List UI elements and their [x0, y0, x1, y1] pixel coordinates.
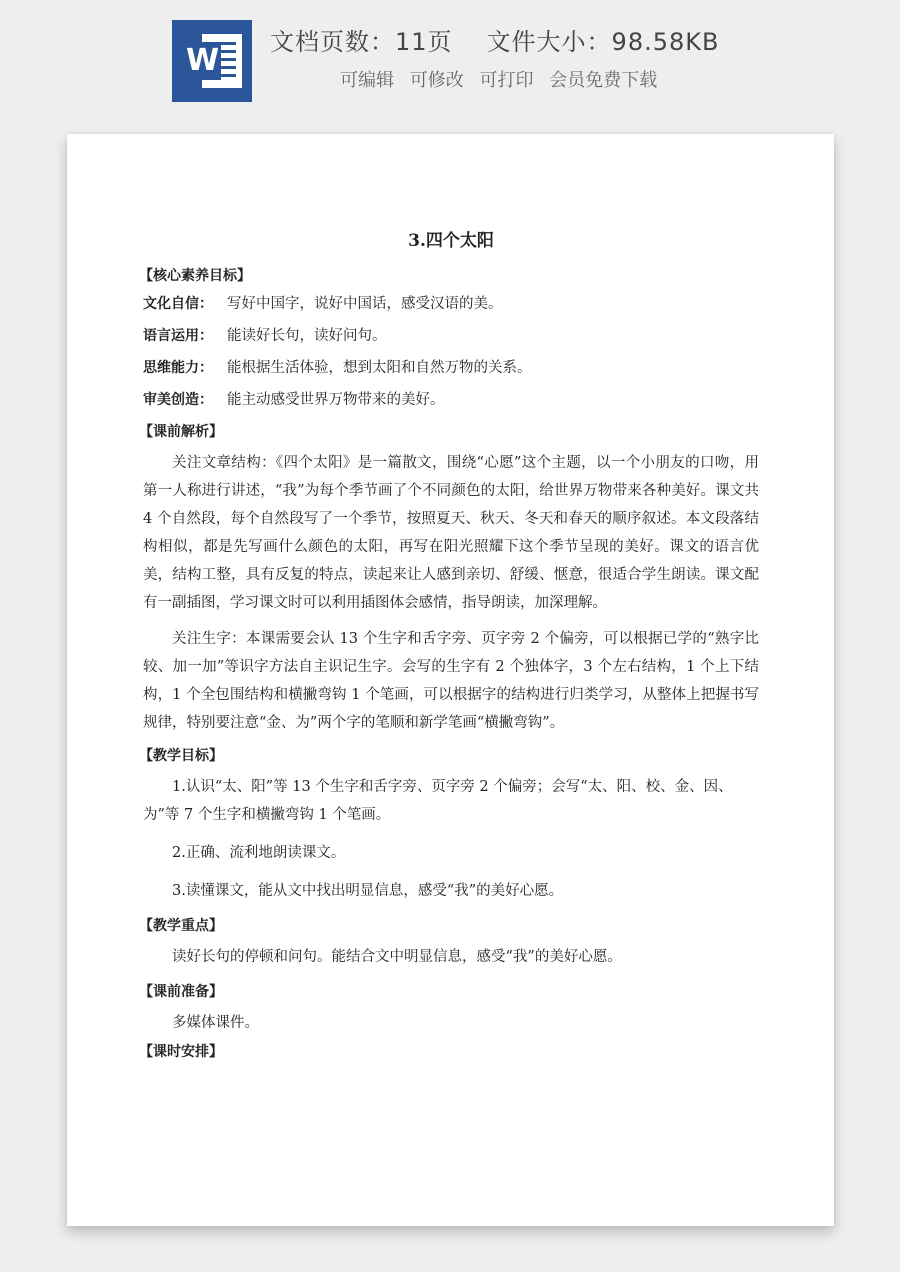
- goal-label: 审美创造：: [143, 392, 213, 408]
- goal-label: 思维能力：: [143, 360, 213, 376]
- section-heading-schedule: 【课时安排】: [139, 1044, 223, 1060]
- feature-member-free-download: 会员免费下载: [549, 70, 658, 91]
- goal-label: 文化自信：: [143, 296, 213, 312]
- feature-list: [340, 66, 667, 92]
- teaching-goal-item: 3.读懂课文，能从文中找出明显信息，感受“我”的美好心愿。: [172, 883, 564, 899]
- feature-editable: 可编辑: [340, 70, 394, 91]
- section-heading-teaching-focus: 【教学重点】: [139, 918, 223, 934]
- preparation-text: 多媒体课件。: [172, 1015, 259, 1031]
- file-meta: [270, 22, 719, 57]
- download-banner: [0, 0, 900, 120]
- teaching-goal-item: 2.正确、流利地朗读课文。: [172, 845, 346, 861]
- section-heading-pre-analysis: 【课前解析】: [139, 424, 223, 440]
- feature-modifiable: 可修改: [409, 70, 464, 91]
- teaching-focus-text: 读好长句的停顿和问句。能结合文中明显信息，感受“我”的美好心愿。: [172, 949, 622, 965]
- document-content: [139, 229, 759, 1069]
- analysis-paragraph-characters: 关注生字：本课需要会认 13 个生字和舌字旁、页字旁 2 个偏旁，可以根据已学的“熟字比较、加一加”等识字方法自主识记生字。会写的生字有 2 个独体字，3 个左右结构，1 个上下结构，1 个全包围结构和横撇弯钩 1 个笔画，可以根据字的结构进行归类学习，从整体上把握书写规律，特别要注意“金、为”两个字的笔顺和新学笔画“横撇弯钩”。: [143, 631, 759, 731]
- goal-text: 能主动感受世界万物带来的美好。: [227, 392, 445, 408]
- teaching-goal-item: 1.认识“太、阳”等 13 个生字和舌字旁、页字旁 2 个偏旁；会写“太、阳、校、金、因、为”等 7 个生字和横撇弯钩 1 个笔画。: [143, 779, 733, 823]
- file-size: 文件大小：98.58KB: [486, 28, 720, 56]
- feature-printable: 可打印: [479, 70, 534, 91]
- analysis-paragraph-structure: 关注文章结构：《四个太阳》是一篇散文，围绕“心愿”这个主题，以一个小朋友的口吻，用第一人称进行讲述，“我”为每个季节画了个不同颜色的太阳，给世界万物带来各种美好。课文共 4 个自然段，每个自然段写了一个季节，按照夏天、秋天、冬天和春天的顺序叙述。本文段落结构相似，都是先写画什么颜色的太阳，再写在阳光照耀下这个季节呈现的美好。课文的语言优美，结构工整，具有反复的特点，读起来让人感到亲切、舒缓、惬意，很适合学生朗读。课文配有一副插图，学习课文时可以利用插图体会感情，指导朗读，加深理解。: [143, 455, 759, 611]
- goal-row: [143, 357, 759, 379]
- goal-row: [143, 389, 759, 411]
- word-letter: W: [186, 43, 220, 78]
- section-heading-preparation: 【课前准备】: [139, 984, 223, 1000]
- goal-text: 写好中国字，说好中国话，感受汉语的美。: [227, 296, 503, 312]
- document-title: 3.四个太阳: [408, 231, 494, 251]
- goal-row: [143, 325, 759, 347]
- goal-text: 能读好长句，读好问句。: [227, 328, 387, 344]
- goal-row: [143, 293, 759, 315]
- section-heading-teaching-goals: 【教学目标】: [139, 748, 223, 764]
- section-heading-core-goals: 【核心素养目标】: [139, 268, 251, 284]
- word-document-icon: [172, 20, 252, 102]
- goal-label: 语言运用：: [143, 328, 213, 344]
- goal-text: 能根据生活体验，想到太阳和自然万物的关系。: [227, 360, 532, 376]
- document-page: [67, 134, 834, 1226]
- page-count: 文档页数：11页: [270, 28, 453, 56]
